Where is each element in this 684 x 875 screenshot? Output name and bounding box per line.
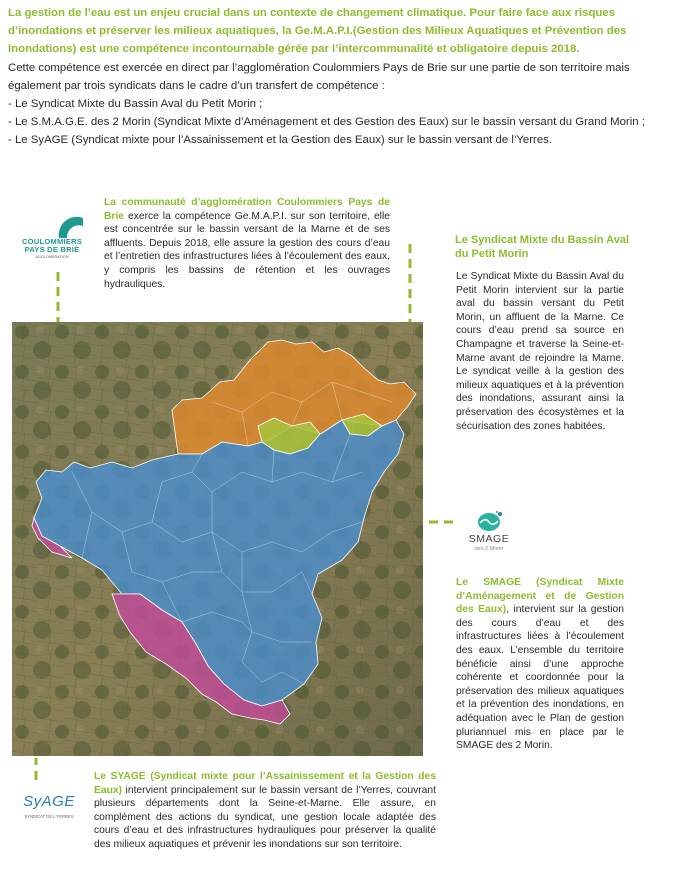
petit-morin-text: Le Syndicat Mixte du Bassin Aval du Petit Morin intervient sur la partie aval du bassin versant du Petit Morin, un affluent de la Marne. Ce cours d’eau prend sa source en Champagne et traverse la Seine-et-Marne avant de rejoindre la Marne. Le syndicat veille à la gestion des milieux aquatiques et à la prévention des inondations, assurant ainsi la préservation des écosystèmes et la sécurisation des zones habitées. [456,271,624,432]
smage-text [456,576,624,753]
smage-body: , intervient sur la gestion des cours d’eau et des infrastructures liées à l’écoulement des eaux. L’ensemble du territoire bénéficie ainsi d’une approche cohérente et coordonnée pour la préservation des milieux aquatiques et la prévention des inondations, en adéquation avec le Plan de gestion pluriannuel mis en place par le SMAGE des 2 Morin. [456,604,624,752]
list-item: - Le S.M.A.G.E. des 2 Morin (Syndicat Mixte d’Aménagement et des Gestion des Eaux) sur le bassin versant du Grand Morin ; [8,116,645,129]
syage-text [94,770,436,852]
logo-line: PAYS DE BRIE [24,245,80,254]
syage-logo-sub: SYNDICAT DE L'YERRES [24,814,74,819]
smage-logo-name: SMAGE [468,533,510,545]
logo-line: COULOMMIERS [22,237,82,246]
agglo-body: exerce la compétence Ge.M.A.P.I. sur son territoire, elle est concentrée sur le bassin versant de la Marne et de ses affluents. Depuis 2018, elle assure la gestion des cours d’eau et l’entretien des infrastructures liées à l’écoulement des eaux, y compris les bassins de rétention et les ouvrages hydrauliques. [104,210,390,290]
syage-body: intervient principalement sur le bassin versant de l’Yerres, couvrant plusieurs départements dont la Seine-et-Marne. Elle assure, en complément des actions du syndicat, une gestion locale adaptée des cours d’eau et des infrastructures hydrauliques pour préserver la qualité des milieux aquatiques et prévenir les inondations sur son territoire. [94,784,436,850]
syage-logo [16,790,82,826]
smage-title: Le SMAGE (Syndicat Mixte d’Aménagement et de Gestion des Eaux) [456,577,624,616]
petit-morin-title: Le Syndicat Mixte du Bassin Aval du Petit Morin [455,234,630,260]
coulommiers-logo [12,214,92,264]
territory-map [12,322,423,756]
list-item: - Le SyAGE (Syndicat mixte pour l’Assainissement et la Gestion des Eaux) sur le bassin versant de l’Yerres. [8,134,553,147]
agglo-text [104,196,390,291]
intro-body: Cette compétence est exercée en direct par l’agglomération Coulommiers Pays de Brie sur une partie de son territoire mais également par trois syndicats dans le cadre d’un transfert de compétence : [8,61,630,92]
water-drop-icon [475,510,503,532]
logo-line: AGGLOMÉRATION [35,255,69,259]
agglo-title: La communauté d’agglomération Coulommiers Pays de Brie [104,197,390,222]
intro-lead: La gestion de l’eau est un enjeu crucial dans un contexte de changement climatique. Pour faire face aux risques d’inondations et préserver les milieux aquatiques, la Ge.M.A.P.I.(Gestion des Milieux Aquatiques et Prévention des Inondations) est une compétence incontournable gérée par l’intercommunalité et obligatoire depuis 2018. [8,7,627,56]
smage-logo-sub: des 2 Morin [474,546,504,552]
syage-title: Le SYAGE (Syndicat mixte pour l’Assainissement et la Gestion des Eaux) [94,771,436,796]
smage-logo [456,510,522,556]
syage-logo-name: SyAGE [23,793,75,810]
list-item: - Le Syndicat Mixte du Bassin Aval du Petit Morin ; [8,98,263,111]
